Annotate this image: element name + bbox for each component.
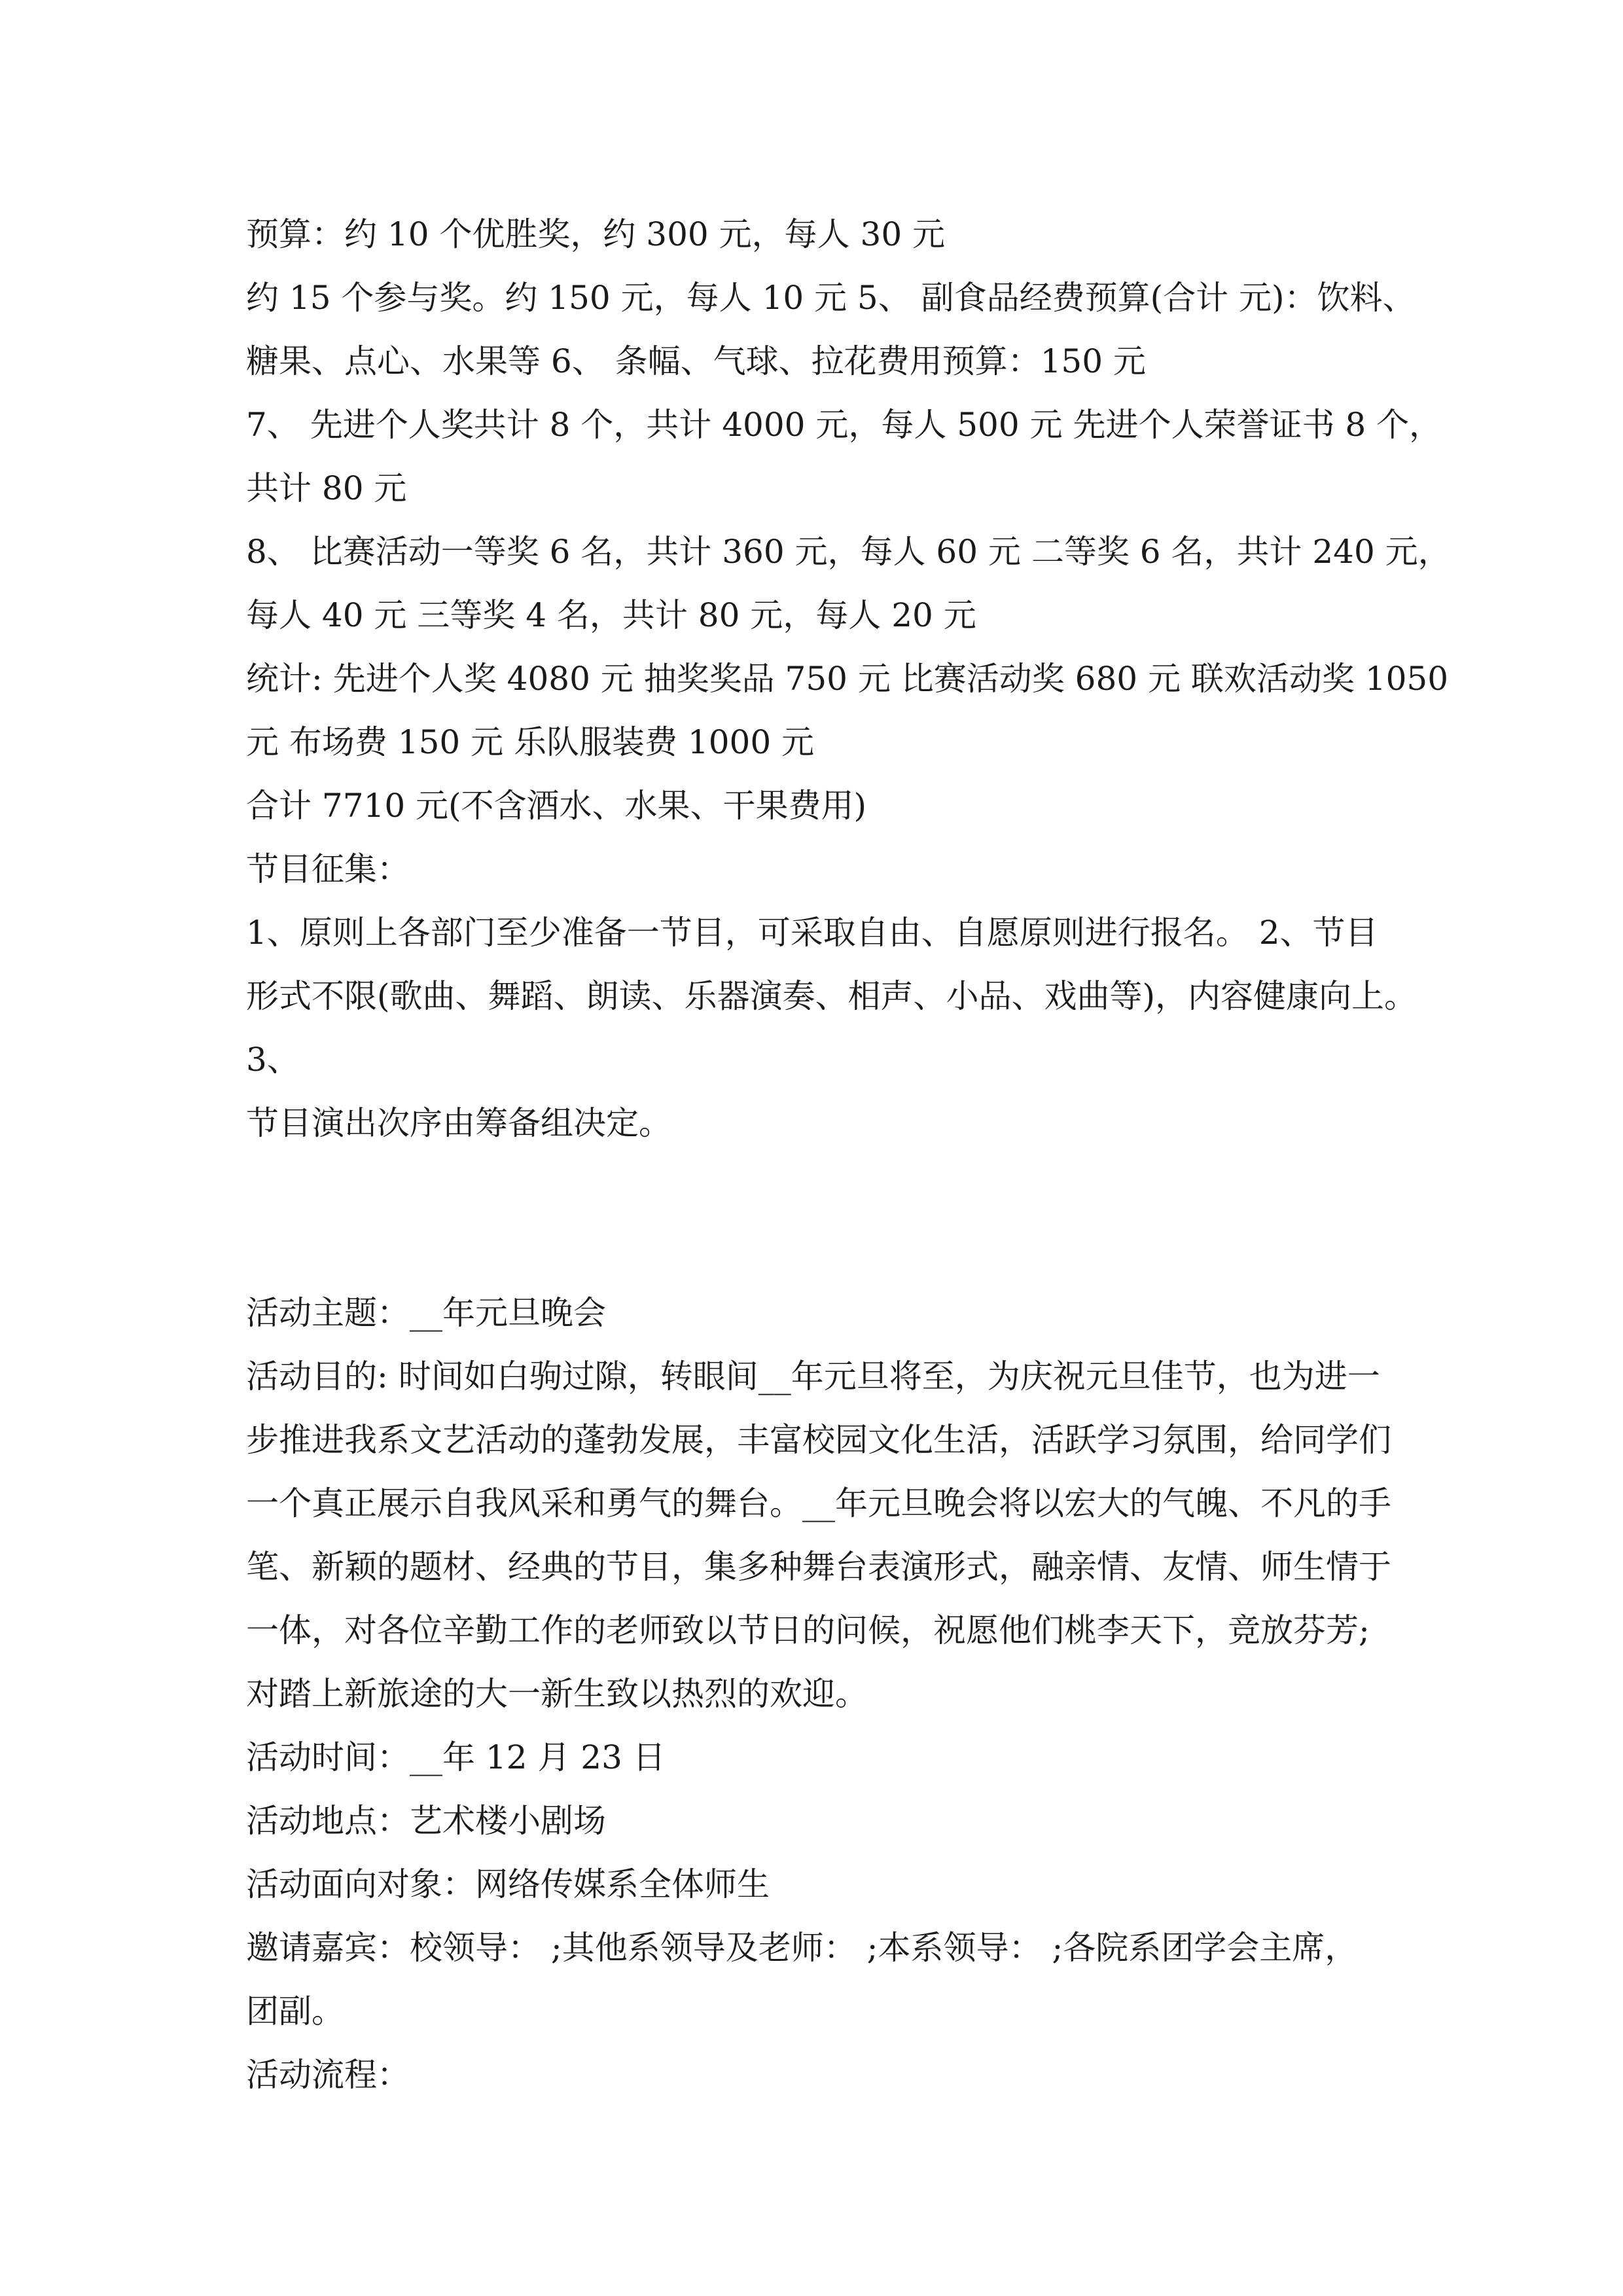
text-line: 共计 80 元 <box>246 469 407 507</box>
text-line: 元 布场费 150 元 乐队服装费 1000 元 <box>246 723 815 761</box>
text-line: 一个真正展示自我风采和勇气的舞台。__年元旦晚会将以宏大的气魄、不凡的手 <box>246 1484 1391 1522</box>
text-line: 活动目的: 时间如白驹过隙，转眼间__年元旦将至，为庆祝元旦佳节，也为进一 <box>246 1357 1380 1395</box>
event-time: 活动时间：__年 12 月 23 日 <box>246 1738 666 1776</box>
text-line: 合计 7710 元(不含酒水、水果、干果费用) <box>246 787 867 825</box>
text-line: 团副。 <box>246 1992 344 2030</box>
event-audience: 活动面向对象：网络传媒系全体师生 <box>246 1865 770 1903</box>
text-line: 1、原则上各部门至少准备一节目，可采取自由、自愿原则进行报名。 2、节目 <box>246 914 1378 952</box>
document-body <box>246 203 1451 2107</box>
event-theme: 活动主题：__年元旦晚会 <box>246 1294 606 1332</box>
text-line: 步推进我系文艺活动的蓬勃发展，丰富校园文化生活，活跃学习氛围，给同学们 <box>246 1421 1391 1459</box>
text-line: 8、 比赛活动一等奖 6 名，共计 360 元，每人 60 元 二等奖 6 名，共计 240 元， <box>246 533 1451 571</box>
section-heading: 节目征集： <box>246 850 410 888</box>
paragraph-gap <box>246 1155 1398 1282</box>
text-line: 形式不限(歌曲、舞蹈、朗读、乐器演奏、相声、小品、戏曲等)，内容健康向上。 <box>246 977 1418 1015</box>
text-line: 约 15 个参与奖。约 150 元，每人 10 元 5、 副食品经费预算(合计 元)：饮料、 <box>246 279 1416 317</box>
text-line: 节目演出次序由筹备组决定。 <box>246 1104 671 1142</box>
event-section <box>246 1282 1398 2107</box>
text-line: 每人 40 元 三等奖 4 名，共计 80 元，每人 20 元 <box>246 596 976 634</box>
budget-section <box>246 203 1451 1155</box>
text-line: 统计: 先进个人奖 4080 元 抽奖奖品 750 元 比赛活动奖 680 元 联欢活动奖 1050 <box>246 660 1449 698</box>
section-heading: 活动流程： <box>246 2056 410 2094</box>
text-line: 糖果、点心、水果等 6、 条幅、气球、拉花费用预算：150 元 <box>246 342 1146 380</box>
text-line: 笔、新颖的题材、经典的节目，集多种舞台表演形式，融亲情、友情、师生情于 <box>246 1548 1391 1586</box>
text-line: 3、 <box>246 1041 300 1079</box>
text-line: 对踏上新旅途的大一新生致以热烈的欢迎。 <box>246 1675 868 1713</box>
text-line: 预算：约 10 个优胜奖，约 300 元，每人 30 元 <box>246 215 946 253</box>
text-line: 7、 先进个人奖共计 8 个，共计 4000 元，每人 500 元 先进个人荣誉证书 8 个， <box>246 406 1442 444</box>
text-line: 一体，对各位辛勤工作的老师致以节日的问候，祝愿他们桃李天下，竞放芬芳; <box>246 1611 1370 1649</box>
event-location: 活动地点：艺术楼小剧场 <box>246 1802 606 1840</box>
event-guests: 邀请嘉宾：校领导： ;其他系领导及老师： ;本系领导： ;各院系团学会主席， <box>246 1929 1358 1967</box>
